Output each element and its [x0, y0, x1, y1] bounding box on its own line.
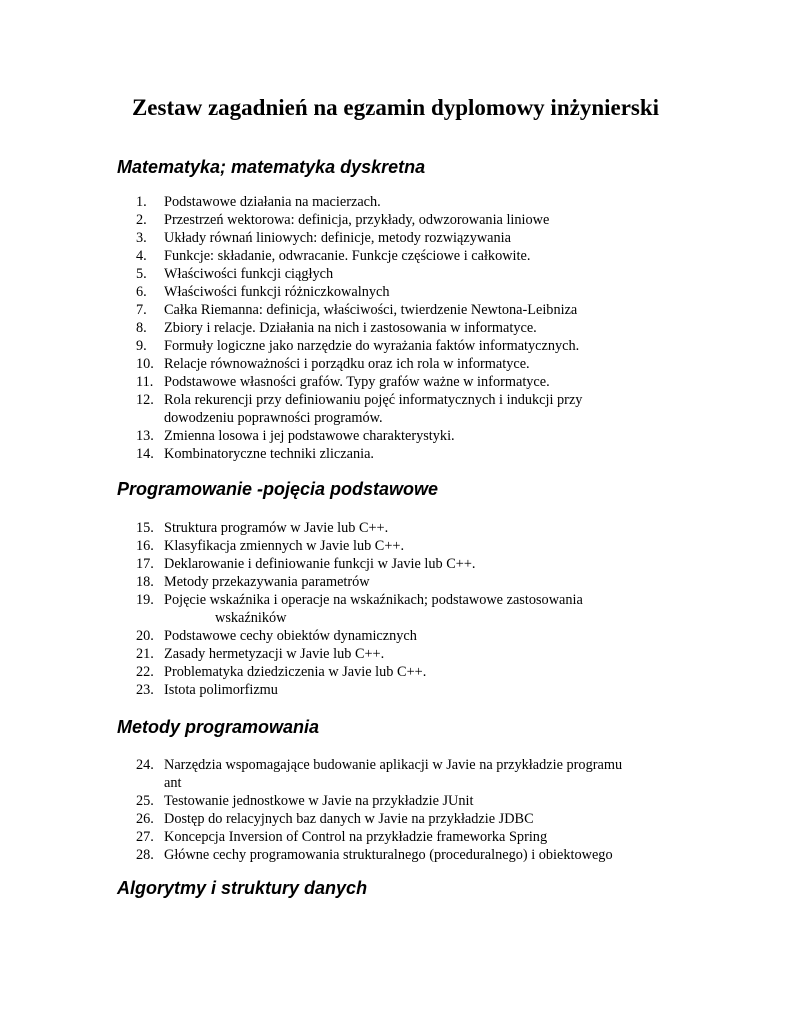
list-item [0, 792, 700, 810]
item-text: Przestrzeń wektorowa: definicja, przykłady, odwzorowania liniowe [164, 212, 550, 228]
list-item [0, 373, 700, 391]
item-number: 4. [136, 248, 147, 264]
item-text: Podstawowe własności grafów. Typy grafów ważne w informatyce. [164, 374, 550, 390]
topic-list-programowanie [0, 519, 700, 699]
item-number: 10. [136, 356, 154, 372]
list-item [0, 591, 700, 627]
list-item [0, 519, 700, 537]
item-number: 2. [136, 212, 147, 228]
item-number: 20. [136, 628, 154, 644]
item-number: 5. [136, 266, 147, 282]
item-number: 7. [136, 302, 147, 318]
list-item [0, 337, 700, 355]
item-text: Funkcje: składanie, odwracanie. Funkcje częściowe i całkowite. [164, 248, 531, 264]
list-item [0, 283, 700, 301]
item-number: 18. [136, 574, 154, 590]
item-text: Narzędzia wspomagające budowanie aplikacji w Javie na przykładzie programu [164, 757, 623, 773]
topic-list-metody [0, 756, 700, 864]
item-text: Właściwości funkcji ciągłych [164, 266, 334, 282]
item-text: Kombinatoryczne techniki zliczania. [164, 446, 374, 462]
list-item [0, 537, 700, 555]
item-text: Całka Riemanna: definicja, właściwości, twierdzenie Newtona-Leibniza [164, 302, 578, 318]
item-text-continuation: ant [164, 775, 182, 791]
section-heading-algorytmy: Algorytmy i struktury danych [117, 878, 368, 898]
list-item [0, 810, 700, 828]
list-item [0, 391, 700, 427]
list-item [0, 645, 700, 663]
item-text: Formuły logiczne jako narzędzie do wyrażania faktów informatycznych. [164, 338, 580, 354]
item-number: 6. [136, 284, 147, 300]
item-text: Podstawowe działania na macierzach. [164, 194, 381, 210]
list-item [0, 247, 700, 265]
list-item [0, 663, 700, 681]
item-text: Właściwości funkcji różniczkowalnych [164, 284, 390, 300]
item-number: 23. [136, 682, 154, 698]
item-number: 28. [136, 847, 154, 863]
topic-list-matematyka [0, 193, 700, 463]
item-number: 26. [136, 811, 154, 827]
item-text: Dostęp do relacyjnych baz danych w Javie na przykładzie JDBC [164, 811, 534, 827]
item-number: 3. [136, 230, 147, 246]
item-number: 8. [136, 320, 147, 336]
item-text: Zasady hermetyzacji w Javie lub C++. [164, 646, 385, 662]
item-text: Podstawowe cechy obiektów dynamicznych [164, 628, 417, 644]
item-text-continuation: wskaźników [215, 610, 287, 626]
item-text: Klasyfikacja zmiennych w Javie lub C++. [164, 538, 405, 554]
list-item [0, 211, 700, 229]
item-text-continuation: dowodzeniu poprawności programów. [164, 410, 383, 426]
item-text: Układy równań liniowych: definicje, metody rozwiązywania [164, 230, 511, 246]
list-item [0, 756, 700, 792]
item-number: 22. [136, 664, 154, 680]
list-item [0, 193, 700, 211]
list-item [0, 681, 700, 699]
list-item [0, 319, 700, 337]
item-text: Zmienna losowa i jej podstawowe charakterystyki. [164, 428, 455, 444]
list-item [0, 555, 700, 573]
item-text: Pojęcie wskaźnika i operacje na wskaźnikach; podstawowe zastosowania [164, 592, 583, 608]
item-number: 27. [136, 829, 154, 845]
item-number: 25. [136, 793, 154, 809]
list-item [0, 828, 700, 846]
item-text: Zbiory i relacje. Działania na nich i zastosowania w informatyce. [164, 320, 537, 336]
section-heading-matematyka: Matematyka; matematyka dyskretna [117, 157, 426, 177]
item-number: 1. [136, 194, 147, 210]
list-item [0, 229, 700, 247]
item-text: Rola rekurencji przy definiowaniu pojęć informatycznych i indukcji przy [164, 392, 583, 408]
section-heading-programowanie: Programowanie -pojęcia podstawowe [117, 479, 439, 499]
item-text: Deklarowanie i definiowanie funkcji w Javie lub C++. [164, 556, 476, 572]
item-number: 24. [136, 757, 154, 773]
list-item [0, 265, 700, 283]
item-text: Testowanie jednostkowe w Javie na przykładzie JUnit [164, 793, 474, 809]
item-number: 15. [136, 520, 154, 536]
list-item [0, 445, 700, 463]
item-number: 13. [136, 428, 154, 444]
list-item [0, 301, 700, 319]
item-text: Problematyka dziedziczenia w Javie lub C++. [164, 664, 427, 680]
item-text: Struktura programów w Javie lub C++. [164, 520, 389, 536]
item-number: 14. [136, 446, 154, 462]
item-text: Istota polimorfizmu [164, 682, 278, 698]
item-number: 16. [136, 538, 154, 554]
list-item [0, 846, 700, 864]
item-number: 17. [136, 556, 154, 572]
list-item [0, 355, 700, 373]
item-text: Metody przekazywania parametrów [164, 574, 370, 590]
page-title: Zestaw zagadnień na egzamin dyplomowy inżynierski [131, 95, 660, 120]
item-number: 11. [136, 374, 154, 390]
item-text: Relacje równoważności i porządku oraz ich rola w informatyce. [164, 356, 530, 372]
item-number: 9. [136, 338, 147, 354]
section-heading-metody: Metody programowania [117, 717, 320, 737]
item-number: 12. [136, 392, 154, 408]
list-item [0, 573, 700, 591]
item-text: Koncepcja Inversion of Control na przykładzie frameworka Spring [164, 829, 548, 845]
list-item [0, 627, 700, 645]
item-number: 19. [136, 592, 154, 608]
list-item [0, 427, 700, 445]
item-number: 21. [136, 646, 154, 662]
item-text: Główne cechy programowania strukturalnego (proceduralnego) i obiektowego [164, 847, 613, 863]
